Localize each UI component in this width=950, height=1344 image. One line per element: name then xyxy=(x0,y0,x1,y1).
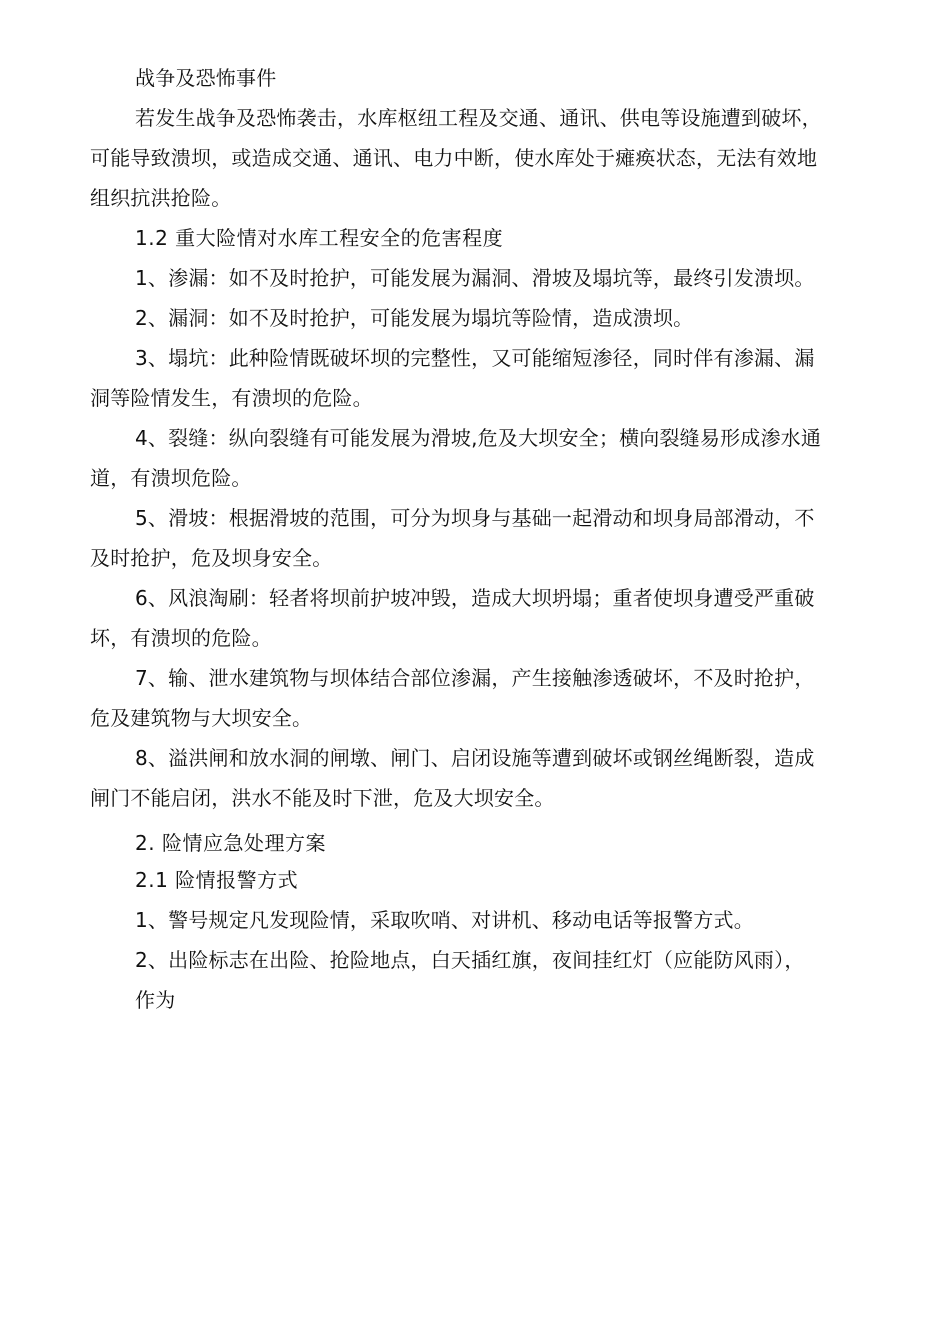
list-item-danger-marker: 2、出险标志在出险、抢险地点，白天插红旗，夜间挂红灯（应能防风雨）， xyxy=(135,948,805,972)
list-item-crack-cont: 道，有溃坝危险。 xyxy=(90,466,252,490)
section-heading-2-1: 2.1 险情报警方式 xyxy=(135,868,299,892)
list-item-leak: 2、漏洞：如不及时抢护，可能发展为塌坑等险情，造成溃坝。 xyxy=(135,306,694,330)
list-item-crack: 4、裂缝：纵向裂缝有可能发展为滑坡,危及大坝安全；横向裂缝易形成渗水通 xyxy=(135,426,822,450)
list-item-seepage: 1、渗漏：如不及时抢护，可能发展为漏洞、滑坡及塌坑等，最终引发溃坝。 xyxy=(135,266,815,290)
list-item-danger-marker-cont: 作为 xyxy=(135,988,176,1012)
paragraph-line: 可能导致溃坝，或造成交通、通讯、电力中断，使水库处于瘫痪状态，无法有效地 xyxy=(90,146,818,170)
list-item-wave-erosion: 6、风浪淘刷：轻者将坝前护坡冲毁，造成大坝坍塌；重者使坝身遭受严重破 xyxy=(135,586,815,610)
section-heading-1-2: 1.2 重大险情对水库工程安全的危害程度 xyxy=(135,226,504,250)
list-item-outlet-seepage: 7、输、泄水建筑物与坝体结合部位渗漏，产生接触渗透破坏，不及时抢护， xyxy=(135,666,815,690)
section-heading-war-terror: 战争及恐怖事件 xyxy=(135,66,277,90)
paragraph-line: 若发生战争及恐怖袭击，水库枢纽工程及交通、通讯、供电等设施遭到破坏， xyxy=(135,106,822,130)
list-item-spillway: 8、溢洪闸和放水洞的闸墩、闸门、启闭设施等遭到破坏或钢丝绳断裂，造成 xyxy=(135,746,815,770)
list-item-landslide: 5、滑坡：根据滑坡的范围，可分为坝身与基础一起滑动和坝身局部滑动，不 xyxy=(135,506,815,530)
list-item-wave-erosion-cont: 坏，有溃坝的危险。 xyxy=(90,626,272,650)
list-item-landslide-cont: 及时抢护，危及坝身安全。 xyxy=(90,546,333,570)
list-item-spillway-cont: 闸门不能启闭，洪水不能及时下泄，危及大坝安全。 xyxy=(90,786,555,810)
list-item-outlet-seepage-cont: 危及建筑物与大坝安全。 xyxy=(90,706,313,730)
list-item-alarm-signal: 1、警号规定凡发现险情，采取吹哨、对讲机、移动电话等报警方式。 xyxy=(135,908,754,932)
paragraph-line: 组织抗洪抢险。 xyxy=(90,186,232,210)
list-item-collapse-cont: 洞等险情发生，有溃坝的危险。 xyxy=(90,386,373,410)
list-item-collapse: 3、塌坑：此种险情既破坏坝的完整性，又可能缩短渗径，同时伴有渗漏、漏 xyxy=(135,346,815,370)
section-heading-2: 2. 险情应急处理方案 xyxy=(135,831,326,855)
